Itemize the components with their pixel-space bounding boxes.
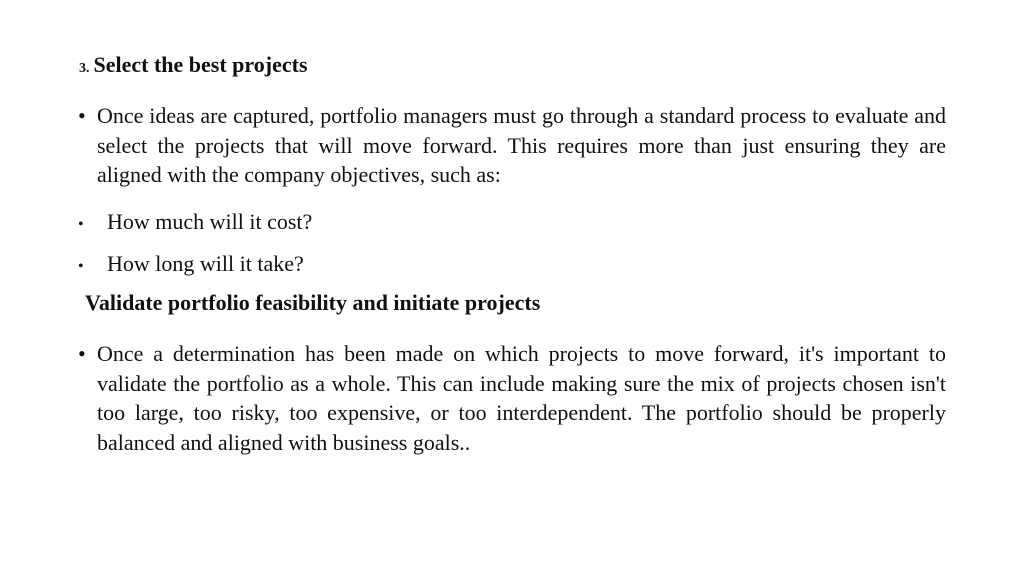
paragraph-text: Once a determination has been made on which projects to move forward, it's important to validate the portfolio as a whole. This can include making sure the mix of projects chosen isn't too large, too risky, too expensive, or too interdependent. The portfolio should be properly balanced and aligned with business goals.. — [97, 341, 946, 455]
section-title-select-best-projects: Select the best projects — [93, 52, 308, 77]
list-item-text: How long will it take? — [107, 251, 304, 276]
section-title-validate-portfolio: Validate portfolio feasibility and initiate projects — [85, 290, 541, 315]
section-number: 3. — [79, 61, 90, 76]
section-heading — [79, 52, 308, 78]
bullet-marker: • — [78, 103, 86, 128]
list-item-text: How much will it cost? — [107, 209, 313, 234]
bullet-paragraph-validate-portfolio — [78, 339, 946, 457]
paragraph-text: Once ideas are captured, portfolio managers must go through a standard process to evaluate and select the projects that will move forward. This requires more than just ensuring they are aligned with the company objectives, such as: — [97, 103, 946, 187]
list-item-duration — [78, 250, 304, 281]
bullet-marker: • — [78, 341, 86, 366]
sub-bullet-marker: • — [78, 258, 84, 275]
list-item-cost — [78, 208, 312, 239]
sub-bullet-marker: • — [78, 216, 84, 233]
bullet-paragraph-ideas-captured — [78, 101, 946, 190]
